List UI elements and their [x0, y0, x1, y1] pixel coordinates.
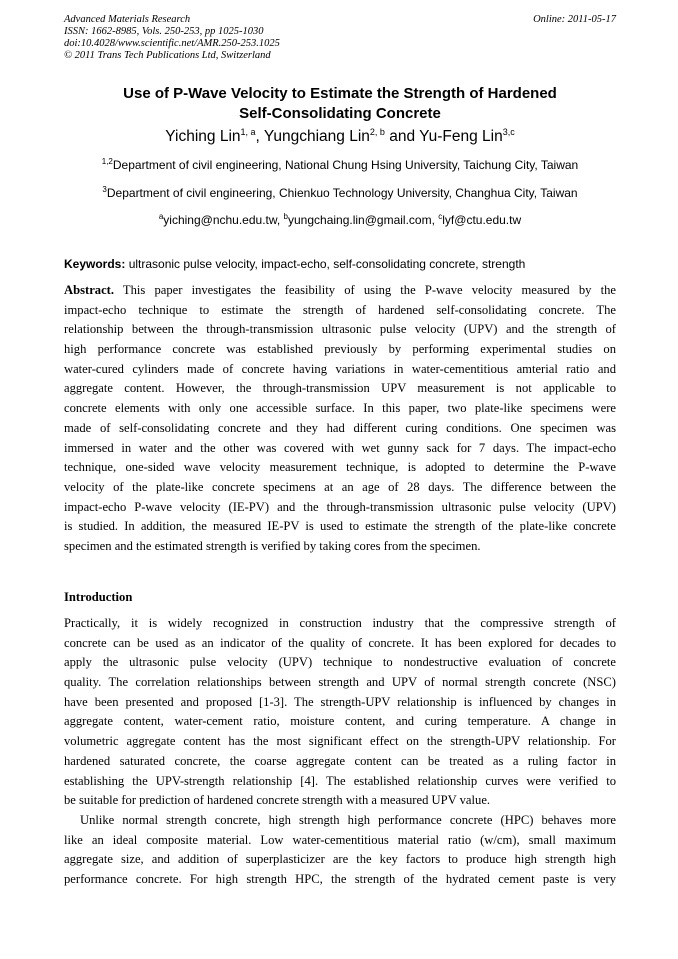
- abstract-line: technique, one-sided wave velocity measurement technique, is adopted to determine the P-wave: [64, 460, 616, 475]
- intro-line: hardened saturated concrete, the coarse aggregate content can be treated as a ruling factor in: [64, 753, 616, 768]
- abstract-line: made of self-consolidating concrete and they had different curing conditions. One specimen was: [64, 420, 616, 435]
- email-b: yungchaing.lin@gmail.com,: [288, 213, 439, 227]
- intro-line: have been presented and proposed [1-3]. The strength-UPV relationship is influenced by changes in: [64, 694, 616, 709]
- title-line-2: Self-Consolidating Concrete: [239, 105, 441, 122]
- intro-line: volumetric aggregate content has the most significant effect on the strength-UPV relationship. For: [64, 734, 616, 749]
- abstract-label: Abstract.: [64, 283, 115, 297]
- email-a-sup: a: [158, 212, 164, 221]
- abstract-line: impact-echo technique to estimate the strength of hardened self-consolidating concrete. The: [64, 302, 616, 317]
- abstract-line: water-cured cylinders made of concrete having variations in water-cementitious amterial ratio and: [64, 361, 616, 376]
- author-3-sup: 3,c: [502, 127, 515, 137]
- intro-line: like an ideal composite material. Low water-cementitious material ratio (w/cm), small maximum: [64, 832, 616, 847]
- author-sep-2: and: [384, 128, 420, 145]
- copyright-line: © 2011 Trans Tech Publications Ltd, Switzerland: [64, 50, 271, 61]
- email-c-sup: c: [438, 212, 443, 221]
- intro-line: apply the ultrasonic pulse velocity (UPV) technique to nondestructive evaluation of concrete: [64, 655, 616, 670]
- abstract-line: aggregate content. However, the through-transmission UPV measurement is not applicable to: [64, 381, 616, 396]
- intro-line: aggregate content, water-cement ratio, moisture content, and curing temperature. A change in: [64, 714, 616, 729]
- abstract-line: immersed in water and the other was covered with wet gunny sack for 7 days. The impact-echo: [64, 440, 616, 455]
- author-emails: [64, 212, 616, 228]
- intro-line: performance concrete. For high strength HPC, the strength of the hydrated cement paste is very: [64, 871, 616, 886]
- affiliation-1: [64, 157, 616, 173]
- section-heading-introduction: Introduction: [64, 590, 133, 604]
- affiliation-1-sup: 1,2: [101, 157, 113, 166]
- keywords-text: ultrasonic pulse velocity, impact-echo, self-consolidating concrete, strength: [125, 257, 526, 271]
- author-2-name: Yungchiang Lin: [263, 128, 370, 145]
- abstract-line: [64, 281, 616, 301]
- introduction-body: [64, 614, 616, 890]
- abstract-line: velocity of the plate-like concrete specimens at an age of 28 days. The difference between the: [64, 479, 616, 494]
- journal-name: Advanced Materials Research: [64, 14, 191, 25]
- paper-title: [64, 84, 616, 124]
- abstract-line: concrete elements with only one accessible surface. In this paper, two plate-like specimens were: [64, 401, 616, 416]
- intro-line: quality. The correlation relationships between strength and UPV of normal strength concrete (NSC): [64, 675, 616, 690]
- abstract: [64, 281, 616, 557]
- abstract-line: impact-echo P-wave velocity (IE-PV) and the through-transmission ultrasonic pulse velocity (UPV): [64, 499, 616, 514]
- email-b-sup: b: [283, 212, 288, 221]
- issn-line: ISSN: 1662-8985, Vols. 250-253, pp 1025-1030: [64, 26, 264, 37]
- keywords-label: Keywords:: [64, 257, 126, 271]
- intro-line: establishing the UPV-strength relationship [4]. The established relationship curves were verified to: [64, 773, 616, 788]
- title-line-1: Use of P-Wave Velocity to Estimate the Strength of Hardened: [123, 85, 557, 102]
- doi-line: doi:10.4028/www.scientific.net/AMR.250-253.1025: [64, 38, 280, 49]
- abstract-line-text: This paper investigates the feasibility of using the P-wave velocity measured by the: [114, 283, 616, 297]
- author-sep-1: ,: [255, 128, 264, 145]
- intro-line: Unlike normal strength concrete, high strength high performance concrete (HPC) behaves more: [80, 812, 616, 827]
- author-list: [64, 127, 616, 147]
- affiliation-1-text: Department of civil engineering, National Chung Hsing University, Taichung City, Taiwan: [112, 158, 579, 172]
- journal-info: [64, 14, 280, 62]
- abstract-line: specimen and the estimated strength is verified by taking cores from the specimen.: [64, 538, 481, 553]
- intro-line: be suitable for prediction of hardened concrete strength with a measured UPV value.: [64, 793, 491, 808]
- author-3-name: Yu-Feng Lin: [419, 128, 503, 145]
- abstract-line: high performance concrete was established previously by performing experimental studies on: [64, 342, 616, 357]
- online-date: Online: 2011-05-17: [533, 14, 616, 25]
- intro-line: Practically, it is widely recognized in construction industry that the compressive strength of: [64, 616, 616, 630]
- abstract-line: relationship between the through-transmission ultrasonic pulse velocity (UPV) and the strength of: [64, 322, 616, 337]
- author-1-name: Yiching Lin: [165, 128, 241, 145]
- email-a: yiching@nchu.edu.tw,: [163, 213, 284, 227]
- author-1-sup: 1, a: [240, 127, 256, 137]
- email-c: lyf@ctu.edu.tw: [442, 213, 522, 227]
- intro-line: aggregate size, and addition of superplasticizer are the key factors to produce high strength high: [64, 852, 616, 867]
- affiliation-2: [64, 185, 616, 201]
- affiliation-2-text: Department of civil engineering, Chienkuo Technology University, Changhua City, Taiwan: [106, 186, 578, 200]
- keywords: [64, 256, 616, 272]
- author-2-sup: 2, b: [369, 127, 385, 137]
- abstract-line: is studied. In addition, the measured IE-PV is used to estimate the strength of the plate-like concrete: [64, 519, 616, 534]
- affiliation-2-sup: 3: [102, 185, 107, 194]
- intro-line: concrete can be used as an indicator of the quality of concrete. It has been explored for decades to: [64, 635, 616, 650]
